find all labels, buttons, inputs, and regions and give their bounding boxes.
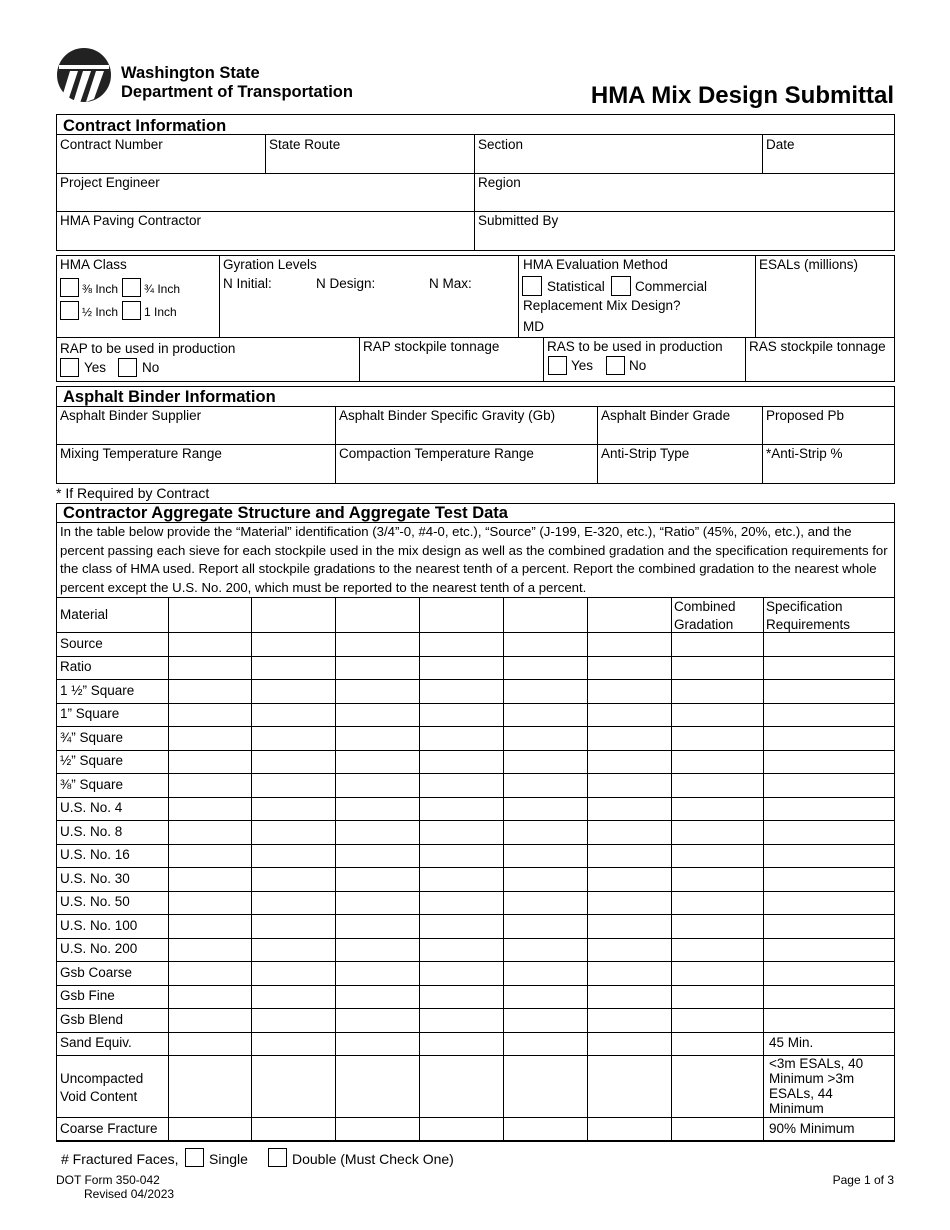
table-cell-input[interactable]	[420, 986, 502, 1008]
table-cell-input[interactable]	[504, 1118, 586, 1140]
n-max-field[interactable]: N Max:	[429, 276, 472, 291]
table-cell-input[interactable]	[169, 915, 250, 937]
table-cell-input[interactable]	[672, 680, 762, 702]
table-cell-input[interactable]	[420, 868, 502, 890]
commercial-checkbox[interactable]	[611, 276, 631, 296]
class-34-label: ¾ Inch	[144, 282, 181, 296]
binder-heading: Asphalt Binder Information	[63, 388, 276, 406]
region-field[interactable]: Region	[478, 175, 521, 190]
table-cell-input[interactable]	[504, 774, 586, 796]
table-cell-input[interactable]	[672, 1033, 762, 1055]
table-cell-input[interactable]	[252, 704, 334, 726]
row-label: Sand Equiv.	[60, 1035, 132, 1051]
table-cell-input[interactable]	[672, 704, 762, 726]
col-combined-text: Gradation	[674, 617, 734, 632]
table-cell-input[interactable]	[764, 892, 894, 914]
table-cell-input[interactable]	[504, 657, 586, 679]
table-cell-input[interactable]	[672, 1056, 762, 1116]
table-cell-input[interactable]	[169, 751, 250, 773]
table-cell-input[interactable]	[504, 962, 586, 984]
ras-tonnage-field[interactable]: RAS stockpile tonnage	[749, 339, 886, 354]
row-label: 1 ½” Square	[60, 682, 135, 698]
table-cell-input[interactable]	[588, 704, 670, 726]
table-cell-input[interactable]	[672, 774, 762, 796]
row-label: ¾” Square	[60, 729, 124, 745]
table-cell-input[interactable]	[588, 727, 670, 749]
table-cell-input[interactable]	[504, 1033, 586, 1055]
table-cell-input[interactable]	[336, 821, 418, 843]
table-cell-input[interactable]	[169, 680, 250, 702]
table-cell-input[interactable]	[764, 821, 894, 843]
table-cell-input[interactable]	[504, 633, 586, 655]
table-cell-input[interactable]	[252, 892, 334, 914]
table-cell-input[interactable]	[504, 598, 586, 631]
table-cell-input[interactable]	[336, 1033, 418, 1055]
table-cell-input[interactable]	[764, 633, 894, 655]
table-cell-input[interactable]	[169, 1118, 250, 1140]
table-cell-input[interactable]	[588, 1118, 670, 1140]
contract-heading: Contract Information	[63, 117, 227, 135]
ras-no-checkbox[interactable]	[606, 356, 625, 375]
table-cell-input[interactable]	[420, 680, 502, 702]
table-cell-input[interactable]	[504, 680, 586, 702]
table-cell-input[interactable]	[764, 1009, 894, 1031]
contract-number-field[interactable]: Contract Number	[60, 137, 163, 152]
table-cell-input[interactable]	[672, 1009, 762, 1031]
table-cell-input[interactable]	[504, 751, 586, 773]
table-cell-input[interactable]	[336, 598, 418, 631]
row-label: U.S. No. 4	[60, 800, 123, 816]
table-cell-input[interactable]	[504, 868, 586, 890]
table-cell-input[interactable]	[764, 868, 894, 890]
rap-no-checkbox[interactable]	[118, 358, 137, 377]
double-label: Double (Must Check One)	[292, 1151, 454, 1167]
row-label: Ratio	[60, 659, 92, 675]
table-cell-input[interactable]	[420, 633, 502, 655]
table-cell-input[interactable]	[764, 727, 894, 749]
table-cell-input[interactable]	[169, 657, 250, 679]
table-cell-input[interactable]	[420, 1118, 502, 1140]
table-cell-input[interactable]	[672, 986, 762, 1008]
table-cell-input[interactable]	[252, 986, 334, 1008]
table-cell-input[interactable]	[420, 798, 502, 820]
table-cell-input[interactable]	[764, 845, 894, 867]
table-cell-input[interactable]	[169, 633, 250, 655]
table-cell-input[interactable]	[420, 1009, 502, 1031]
row-label: Gsb Coarse	[60, 964, 133, 980]
commercial-label: Commercial	[635, 279, 708, 294]
col-spec-text: Requirements	[766, 617, 851, 632]
table-cell-input[interactable]	[504, 845, 586, 867]
table-cell-input[interactable]	[169, 868, 250, 890]
ras-no-label: No	[629, 358, 647, 373]
table-cell-input[interactable]	[764, 939, 894, 961]
statistical-label: Statistical	[547, 279, 605, 294]
table-cell-input[interactable]	[420, 1056, 502, 1116]
statistical-checkbox[interactable]	[522, 276, 542, 296]
spec-value: 90% Minimum	[769, 1120, 855, 1136]
table-cell-input[interactable]	[336, 915, 418, 937]
single-label: Single	[209, 1151, 248, 1167]
double-checkbox[interactable]	[268, 1148, 287, 1167]
page-title: HMA Mix Design Submittal	[590, 82, 894, 109]
table-cell-input[interactable]	[252, 868, 334, 890]
section-field[interactable]: Section	[478, 137, 524, 152]
table-cell-input[interactable]	[336, 774, 418, 796]
table-cell-input[interactable]	[504, 704, 586, 726]
table-cell-input[interactable]	[588, 986, 670, 1008]
row-label: 1” Square	[60, 706, 120, 722]
table-cell-input[interactable]	[169, 598, 250, 631]
aggregate-instructions: In the table below provide the “Material” identification (3/4”-0, #4-0, etc.), “Source” (J-199, E-320, etc.), “Ratio” (45%, 20%, etc.), and the percent passing each sieve for each stockpile used in the mix design as well as the combined gradation and the specification requirements for the class of HMA used. Report all stockpile gradations to the nearest tenth of a percent. Report the combined gradation to the nearest whole percent except the U.S. No. 200, which must be reported to the nearest tenth of a percent.	[60, 524, 888, 595]
table-cell-input[interactable]	[420, 915, 502, 937]
class-38-label: ⅜ Inch	[82, 282, 119, 296]
n-initial-field[interactable]: N Initial:	[223, 276, 272, 291]
class-1-checkbox[interactable]	[122, 301, 141, 320]
table-cell-input[interactable]	[588, 751, 670, 773]
row-label: U.S. No. 30	[60, 870, 130, 886]
table-cell-input[interactable]	[764, 962, 894, 984]
esals-field[interactable]: ESALs (millions)	[759, 257, 859, 272]
table-cell-input[interactable]	[764, 798, 894, 820]
class-12-checkbox[interactable]	[60, 301, 79, 320]
table-cell-input[interactable]	[588, 1056, 670, 1116]
table-cell-input[interactable]	[169, 962, 250, 984]
antistrip-type-field[interactable]: Anti-Strip Type	[601, 446, 690, 461]
state-route-field[interactable]: State Route	[269, 137, 341, 152]
table-cell-input[interactable]	[504, 821, 586, 843]
antistrip-pct-field[interactable]: *Anti-Strip %	[766, 446, 843, 461]
hma-section	[56, 255, 895, 382]
table-cell-input[interactable]	[420, 821, 502, 843]
table-cell-input[interactable]	[252, 915, 334, 937]
row-label: Source	[60, 635, 103, 651]
table-cell-input[interactable]	[764, 774, 894, 796]
revised-date: Revised 04/2023	[84, 1187, 175, 1201]
table-cell-input[interactable]	[420, 727, 502, 749]
ras-yes-label: Yes	[571, 358, 594, 373]
table-cell-input[interactable]	[504, 1009, 586, 1031]
table-cell-input[interactable]	[336, 962, 418, 984]
table-cell-input[interactable]	[672, 751, 762, 773]
org-line2: Department of Transportation	[121, 83, 353, 101]
table-cell-input[interactable]	[672, 598, 762, 631]
table-cell-input[interactable]	[252, 962, 334, 984]
table-cell-input[interactable]	[588, 774, 670, 796]
page-number: Page 1 of 3	[832, 1173, 894, 1187]
table-cell-input[interactable]	[420, 751, 502, 773]
table-cell-input[interactable]	[588, 962, 670, 984]
table-cell-input[interactable]	[336, 1118, 418, 1140]
table-cell-input[interactable]	[336, 868, 418, 890]
table-cell-input[interactable]	[672, 939, 762, 961]
table-cell-input[interactable]	[504, 798, 586, 820]
row-label: Coarse Fracture	[60, 1120, 158, 1136]
table-cell-input[interactable]	[420, 1033, 502, 1055]
table-cell-input[interactable]	[336, 892, 418, 914]
eval-method-label: HMA Evaluation Method	[523, 257, 668, 272]
row-label: U.S. No. 50	[60, 894, 130, 910]
org-name	[121, 64, 353, 102]
table-cell-input[interactable]	[252, 633, 334, 655]
ras-use-label: RAS to be used in production	[547, 339, 723, 354]
table-cell-input[interactable]	[252, 1033, 334, 1055]
table-cell-input[interactable]	[252, 821, 334, 843]
mixing-temp-field[interactable]: Mixing Temperature Range	[60, 446, 222, 461]
table-cell-input[interactable]	[504, 727, 586, 749]
table-cell-input[interactable]	[252, 1056, 334, 1116]
table-cell-input[interactable]	[252, 939, 334, 961]
form-number: DOT Form 350-042	[56, 1173, 160, 1187]
row-label: Material	[60, 606, 109, 622]
table-cell-input[interactable]	[252, 1118, 334, 1140]
class-12-label: ½ Inch	[82, 305, 119, 319]
md-field[interactable]: MD	[523, 319, 544, 334]
table-cell-input[interactable]	[420, 774, 502, 796]
table-cell-input[interactable]	[504, 939, 586, 961]
class-34-checkbox[interactable]	[122, 278, 141, 297]
table-cell-input[interactable]	[336, 751, 418, 773]
table-cell-input[interactable]	[672, 727, 762, 749]
table-cell-input[interactable]	[420, 845, 502, 867]
table-cell-input[interactable]	[588, 798, 670, 820]
table-cell-input[interactable]	[588, 680, 670, 702]
class-1-label: 1 Inch	[144, 305, 177, 319]
table-cell-input[interactable]	[588, 821, 670, 843]
table-cell-input[interactable]	[336, 939, 418, 961]
table-cell-input[interactable]	[672, 1118, 762, 1140]
table-cell-input[interactable]	[672, 892, 762, 914]
table-cell-input[interactable]	[252, 680, 334, 702]
table-cell-input[interactable]	[336, 704, 418, 726]
ras-yes-checkbox[interactable]	[548, 356, 567, 375]
proposed-pb-field[interactable]: Proposed Pb	[766, 408, 845, 423]
table-cell-input[interactable]	[504, 892, 586, 914]
table-cell-input[interactable]	[169, 821, 250, 843]
table-cell-input[interactable]	[252, 774, 334, 796]
paving-contractor-field[interactable]: HMA Paving Contractor	[60, 213, 202, 228]
table-cell-input[interactable]	[169, 1033, 250, 1055]
table-cell-input[interactable]	[588, 633, 670, 655]
table-cell-input[interactable]	[336, 798, 418, 820]
single-checkbox[interactable]	[185, 1148, 204, 1167]
date-field[interactable]: Date	[766, 137, 795, 152]
table-cell-input[interactable]	[588, 892, 670, 914]
table-cell-input[interactable]	[764, 986, 894, 1008]
rap-yes-label: Yes	[84, 360, 107, 375]
org-line1: Washington State	[121, 64, 260, 82]
table-cell-input[interactable]	[169, 774, 250, 796]
table-cell-input[interactable]	[588, 915, 670, 937]
col-combined-text: Combined	[674, 599, 736, 614]
table-cell-input[interactable]	[169, 892, 250, 914]
table-cell-input[interactable]	[764, 751, 894, 773]
table-cell-input[interactable]	[672, 798, 762, 820]
table-cell-input[interactable]	[672, 915, 762, 937]
table-cell-input[interactable]	[336, 680, 418, 702]
wsdot-logo-icon	[56, 45, 112, 105]
table-cell-input[interactable]	[252, 727, 334, 749]
row-label: Gsb Fine	[60, 988, 115, 1004]
table-cell-input[interactable]	[420, 939, 502, 961]
table-cell-input[interactable]	[588, 657, 670, 679]
table-cell-input[interactable]	[504, 915, 586, 937]
hma-class-label: HMA Class	[60, 257, 127, 272]
table-cell-input[interactable]	[588, 598, 670, 631]
table-cell-input[interactable]	[169, 1009, 250, 1031]
table-cell-input[interactable]	[252, 845, 334, 867]
table-cell-input[interactable]	[504, 986, 586, 1008]
table-cell-input[interactable]	[420, 962, 502, 984]
table-cell-input[interactable]	[252, 798, 334, 820]
table-cell-input[interactable]	[504, 1056, 586, 1116]
rap-use-label: RAP to be used in production	[60, 341, 236, 356]
table-cell-input[interactable]	[588, 845, 670, 867]
table-cell-input[interactable]	[169, 986, 250, 1008]
row-label: Uncompacted Void Content	[60, 1071, 144, 1104]
table-cell-input[interactable]	[169, 727, 250, 749]
table-cell-input[interactable]	[336, 1056, 418, 1116]
submitted-by-field[interactable]: Submitted By	[478, 213, 559, 228]
table-cell-input[interactable]	[764, 680, 894, 702]
table-cell-input[interactable]	[764, 915, 894, 937]
binder-grade-field[interactable]: Asphalt Binder Grade	[601, 408, 731, 423]
table-row-rule	[56, 1141, 895, 1142]
fractured-faces-label: # Fractured Faces,	[61, 1151, 179, 1167]
table-cell-input[interactable]	[588, 1033, 670, 1055]
binder-supplier-field[interactable]: Asphalt Binder Supplier	[60, 408, 202, 423]
table-cell-input[interactable]	[420, 657, 502, 679]
table-cell-input[interactable]	[169, 798, 250, 820]
n-design-field[interactable]: N Design:	[316, 276, 376, 291]
table-cell-input[interactable]	[169, 1056, 250, 1116]
table-cell-input[interactable]	[169, 704, 250, 726]
table-cell-input[interactable]	[672, 633, 762, 655]
rap-tonnage-field[interactable]: RAP stockpile tonnage	[363, 339, 500, 354]
rap-no-label: No	[142, 360, 160, 375]
table-cell-input[interactable]	[252, 1009, 334, 1031]
table-cell-input[interactable]	[169, 939, 250, 961]
class-38-checkbox[interactable]	[60, 278, 79, 297]
table-cell-input[interactable]	[336, 633, 418, 655]
table-cell-input[interactable]	[672, 845, 762, 867]
table-cell-input[interactable]	[764, 598, 894, 631]
aggregate-heading: Contractor Aggregate Structure and Aggregate Test Data	[63, 504, 508, 522]
table-cell-input[interactable]	[588, 1009, 670, 1031]
contract-note: * If Required by Contract	[56, 485, 210, 501]
row-label: U.S. No. 200	[60, 941, 138, 957]
table-cell-input[interactable]	[336, 1009, 418, 1031]
table-cell-input[interactable]	[420, 892, 502, 914]
table-cell-input[interactable]	[420, 598, 502, 631]
table-cell-input[interactable]	[252, 657, 334, 679]
gyration-label: Gyration Levels	[223, 257, 317, 272]
table-cell-input[interactable]	[588, 868, 670, 890]
rap-yes-checkbox[interactable]	[60, 358, 79, 377]
row-label: U.S. No. 16	[60, 847, 130, 863]
table-cell-input[interactable]	[764, 704, 894, 726]
table-cell-input[interactable]	[336, 727, 418, 749]
row-label: Gsb Blend	[60, 1011, 124, 1027]
compaction-temp-field[interactable]: Compaction Temperature Range	[339, 446, 534, 461]
table-cell-input[interactable]	[252, 598, 334, 631]
table-cell-input[interactable]	[252, 751, 334, 773]
table-cell-input[interactable]	[420, 704, 502, 726]
replacement-label: Replacement Mix Design?	[523, 298, 681, 313]
table-cell-input[interactable]	[672, 962, 762, 984]
table-cell-input[interactable]	[672, 657, 762, 679]
table-cell-input[interactable]	[336, 845, 418, 867]
spec-value: 45 Min.	[769, 1035, 814, 1051]
table-cell-input[interactable]	[169, 845, 250, 867]
table-cell-input[interactable]	[588, 939, 670, 961]
table-cell-input[interactable]	[672, 821, 762, 843]
row-label: ½” Square	[60, 753, 124, 769]
row-label: ⅜” Square	[60, 776, 124, 792]
spec-value: <3m ESALs, 40 Minimum >3m ESALs, 44 Minimum	[769, 1056, 864, 1116]
col-spec-text: Specification	[766, 599, 843, 614]
table-cell-input[interactable]	[672, 868, 762, 890]
row-label: U.S. No. 100	[60, 917, 138, 933]
table-cell-input[interactable]	[764, 657, 894, 679]
table-cell-input[interactable]	[336, 986, 418, 1008]
project-engineer-field[interactable]: Project Engineer	[60, 175, 160, 190]
binder-gravity-field[interactable]: Asphalt Binder Specific Gravity (Gb)	[339, 408, 556, 423]
row-label: U.S. No. 8	[60, 823, 123, 839]
table-cell-input[interactable]	[336, 657, 418, 679]
